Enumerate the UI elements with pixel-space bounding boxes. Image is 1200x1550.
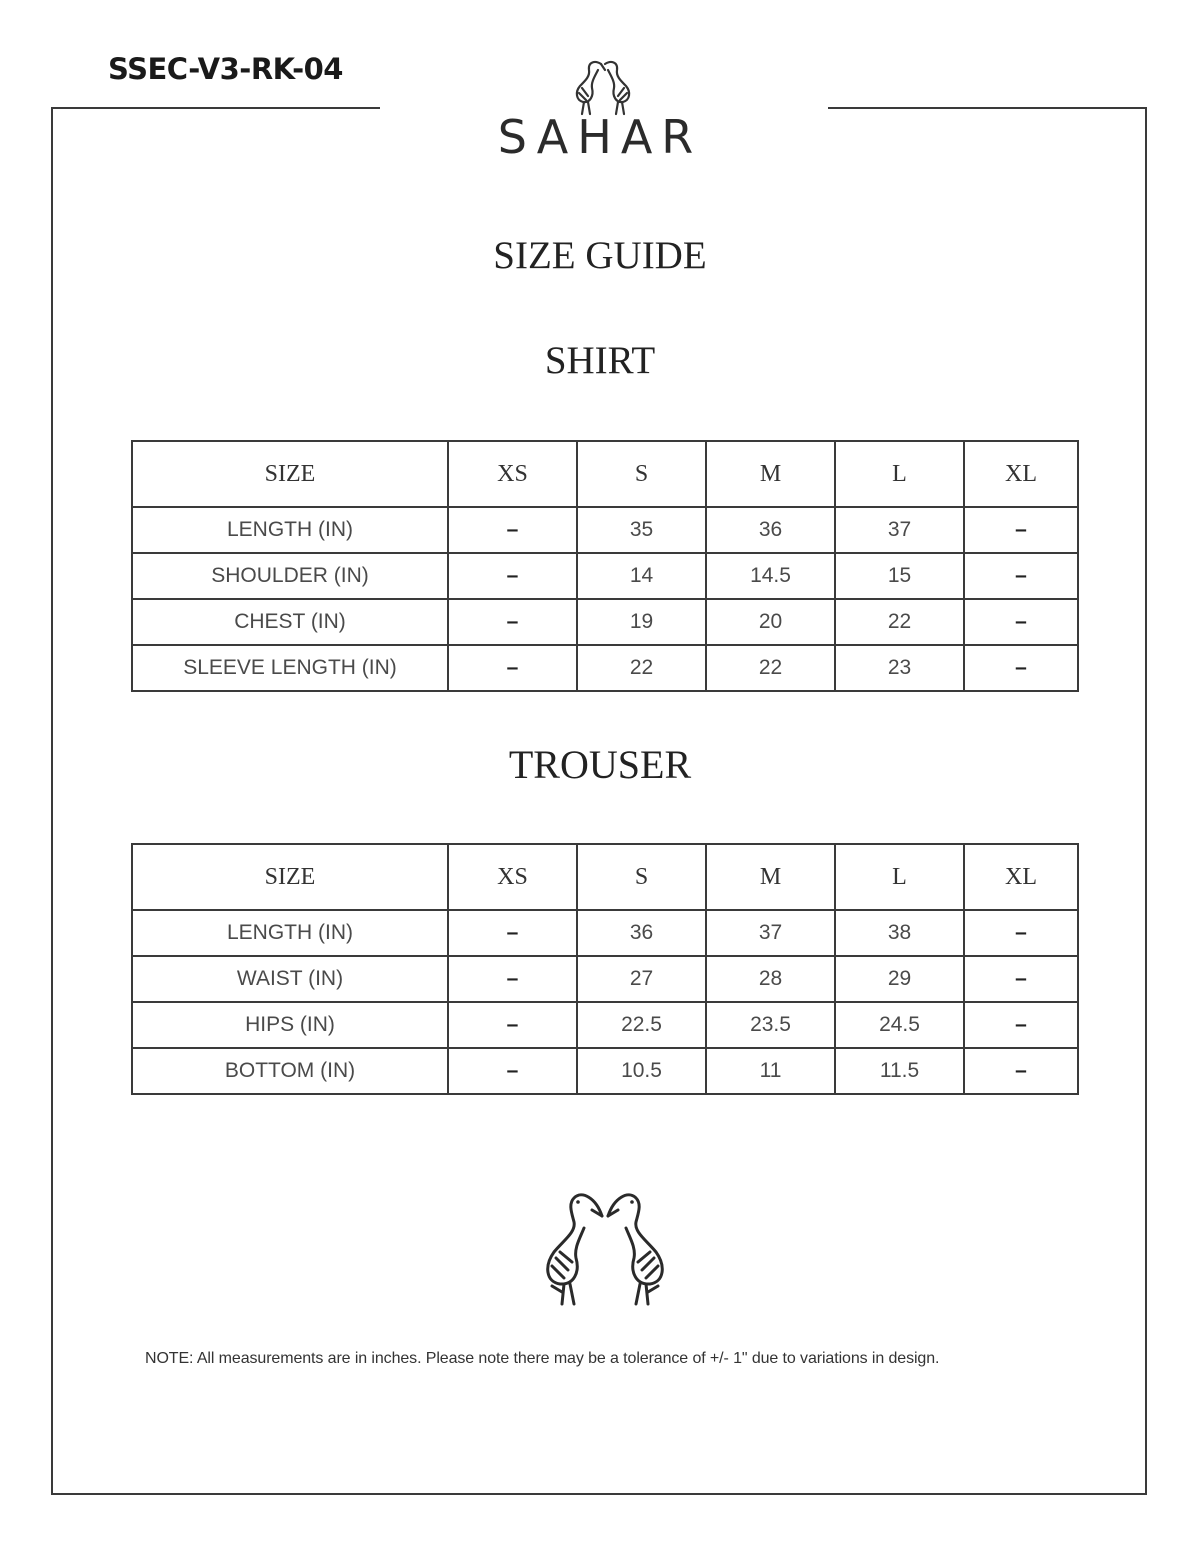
- cell-value: 22: [577, 645, 706, 691]
- cell-value: 23: [835, 645, 964, 691]
- header-size-label: SIZE: [132, 844, 448, 910]
- trouser-size-table: [131, 843, 1079, 1095]
- cell-value: 11.5: [835, 1048, 964, 1094]
- cell-value: –: [964, 1048, 1078, 1094]
- cell-value: –: [964, 1002, 1078, 1048]
- cell-value: 23.5: [706, 1002, 835, 1048]
- cell-value: –: [448, 507, 577, 553]
- header-size-m: M: [706, 844, 835, 910]
- shirt-size-table: [131, 440, 1079, 692]
- table-row: [132, 553, 1078, 599]
- header-size-xs: XS: [448, 441, 577, 507]
- cell-value: 38: [835, 910, 964, 956]
- cell-value: 37: [706, 910, 835, 956]
- table-row: [132, 910, 1078, 956]
- cell-value: –: [448, 910, 577, 956]
- table-row: [132, 507, 1078, 553]
- row-label: WAIST (IN): [132, 956, 448, 1002]
- cell-value: 14.5: [706, 553, 835, 599]
- row-label: HIPS (IN): [132, 1002, 448, 1048]
- cell-value: –: [964, 599, 1078, 645]
- header-size-label: SIZE: [132, 441, 448, 507]
- row-label: SHOULDER (IN): [132, 553, 448, 599]
- header-size-s: S: [577, 441, 706, 507]
- cell-value: 36: [706, 507, 835, 553]
- row-label: BOTTOM (IN): [132, 1048, 448, 1094]
- brand-name: SAHAR: [497, 110, 703, 164]
- cell-value: 35: [577, 507, 706, 553]
- row-label: SLEEVE LENGTH (IN): [132, 645, 448, 691]
- cell-value: 11: [706, 1048, 835, 1094]
- table-row: [132, 1002, 1078, 1048]
- cell-value: –: [448, 1002, 577, 1048]
- cell-value: 29: [835, 956, 964, 1002]
- heron-emblem-icon: [534, 1188, 676, 1308]
- row-label: LENGTH (IN): [132, 507, 448, 553]
- cell-value: –: [448, 956, 577, 1002]
- page-title: SIZE GUIDE: [493, 234, 707, 277]
- header-size-xs: XS: [448, 844, 577, 910]
- table-row: [132, 956, 1078, 1002]
- table-header-row: [132, 441, 1078, 507]
- cell-value: 15: [835, 553, 964, 599]
- table-header-row: [132, 844, 1078, 910]
- row-label: CHEST (IN): [132, 599, 448, 645]
- heron-logo-icon: [568, 58, 638, 116]
- cell-value: 22.5: [577, 1002, 706, 1048]
- header-size-m: M: [706, 441, 835, 507]
- cell-value: –: [964, 645, 1078, 691]
- cell-value: –: [964, 507, 1078, 553]
- header-size-xl: XL: [964, 844, 1078, 910]
- cell-value: 28: [706, 956, 835, 1002]
- header-size-s: S: [577, 844, 706, 910]
- cell-value: –: [448, 599, 577, 645]
- header-size-l: L: [835, 844, 964, 910]
- cell-value: 37: [835, 507, 964, 553]
- cell-value: 19: [577, 599, 706, 645]
- table-row: [132, 599, 1078, 645]
- product-code: SSEC-V3-RK-04: [108, 52, 343, 86]
- measurement-note: NOTE: All measurements are in inches. Please note there may be a tolerance of +/- 1" due to variations in design.: [145, 1350, 940, 1367]
- cell-value: 20: [706, 599, 835, 645]
- cell-value: –: [964, 553, 1078, 599]
- cell-value: –: [964, 910, 1078, 956]
- cell-value: –: [448, 645, 577, 691]
- cell-value: 27: [577, 956, 706, 1002]
- cell-value: 36: [577, 910, 706, 956]
- cell-value: 14: [577, 553, 706, 599]
- trouser-heading: TROUSER: [508, 742, 692, 787]
- header-size-xl: XL: [964, 441, 1078, 507]
- cell-value: –: [964, 956, 1078, 1002]
- cell-value: 24.5: [835, 1002, 964, 1048]
- cell-value: 22: [706, 645, 835, 691]
- table-row: [132, 645, 1078, 691]
- header-size-l: L: [835, 441, 964, 507]
- cell-value: 22: [835, 599, 964, 645]
- cell-value: 10.5: [577, 1048, 706, 1094]
- shirt-heading: SHIRT: [544, 339, 656, 382]
- cell-value: –: [448, 553, 577, 599]
- cell-value: –: [448, 1048, 577, 1094]
- row-label: LENGTH (IN): [132, 910, 448, 956]
- table-row: [132, 1048, 1078, 1094]
